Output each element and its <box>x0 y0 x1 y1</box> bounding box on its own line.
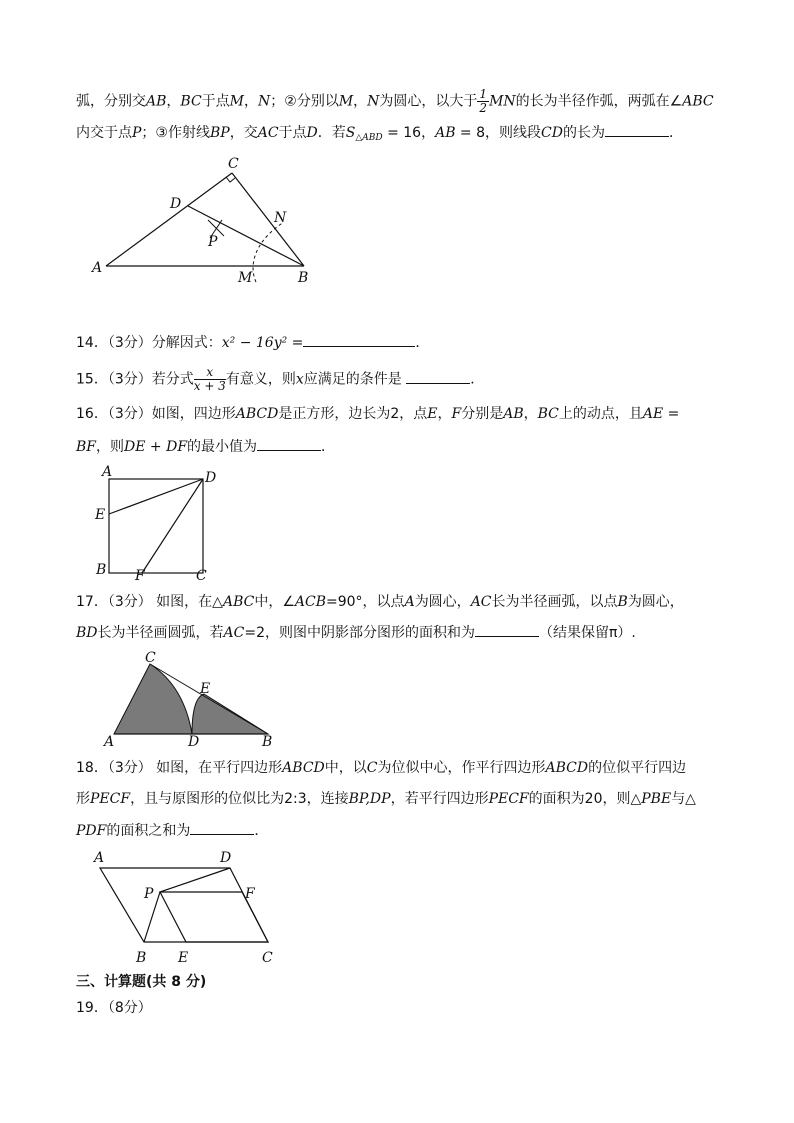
label-D: D <box>220 850 232 866</box>
answer-blank <box>303 332 415 347</box>
q15-fraction: $\frac{x}{x + 3}$ <box>193 365 226 393</box>
q16-figure <box>92 462 232 588</box>
q17-line1: 17．（3分） 如图，在△ABC中，∠ACB=90°，以点A为圆心，AC长为半径画弧，以点B为圆心， <box>76 594 684 610</box>
q15-line: 15．（3分）若分式 $\frac{x}{x + 3}$ 有意义，则x应满足的条件是 ． <box>76 365 485 393</box>
label-C: C <box>228 156 239 172</box>
label-N: N <box>274 210 287 226</box>
q13-fraction: $\frac{1}{2}$ <box>479 87 488 115</box>
q13-line1: 弧，分别交AB，BC于点M，N；②分别以M，N为圆心，以大于 $\frac{1}{2}$ MN的长为半径作弧，两弧在∠ABC <box>76 87 714 115</box>
label-M: M <box>238 270 253 286</box>
label-P: P <box>208 234 218 250</box>
label-D: D <box>170 196 182 212</box>
q14-line: 14．（3分）分解因式：x² − 16y² = ． <box>76 332 429 353</box>
label-A: A <box>94 850 105 866</box>
label-B: B <box>262 734 273 750</box>
label-C: C <box>145 650 156 666</box>
label-A: A <box>92 260 103 276</box>
answer-blank <box>190 820 254 835</box>
label-F: F <box>135 568 145 584</box>
answer-blank <box>406 369 470 384</box>
q16-line1: 16．（3分）如图，四边形ABCD是正方形，边长为2，点E，F分别是AB，BC上的动点，且AE = <box>76 406 680 422</box>
label-C: C <box>262 950 273 966</box>
q18-line1: 18．（3分） 如图，在平行四边形ABCD中，以C为位似中心，作平行四边形ABCD的位似平行四边 <box>76 760 687 776</box>
q13-figure <box>88 152 328 292</box>
q17-line2: BD长为半径画圆弧，若AC=2，则图中阴影部分图形的面积和为 （结果保留π）. <box>76 622 636 643</box>
q19-line: 19．（8分） <box>76 1000 152 1016</box>
label-D: D <box>205 470 217 486</box>
label-E: E <box>95 507 106 523</box>
label-P: P <box>144 886 154 902</box>
q18-line3: PDF的面积之和为 ． <box>76 820 268 841</box>
section-heading: 三、计算题(共 8 分) <box>76 974 207 990</box>
answer-blank <box>475 622 539 637</box>
answer-blank <box>605 122 669 137</box>
q13-line2: 内交于点P；③作射线BP，交AC于点D．若$S_{\triangle ABD} = 16$，AB = 8，则线段CD的长为 ． <box>76 122 683 148</box>
q18-figure <box>88 844 288 970</box>
q16-line2: BF，则DE + DF的最小值为 ． <box>76 436 335 457</box>
q17-figure <box>100 650 290 750</box>
label-B: B <box>136 950 147 966</box>
label-D: D <box>188 734 200 750</box>
label-C: C <box>196 568 207 584</box>
label-E: E <box>178 950 189 966</box>
label-F: F <box>245 886 255 902</box>
q18-line2: 形PECF，且与原图形的位似比为2:3，连接BP,DP，若平行四边形PECF的面积为20，则△PBE与△ <box>76 791 696 807</box>
answer-blank <box>257 436 321 451</box>
label-A: A <box>102 464 113 480</box>
label-A: A <box>104 734 115 750</box>
label-B: B <box>298 270 309 286</box>
label-E: E <box>200 681 211 697</box>
label-B: B <box>96 562 107 578</box>
